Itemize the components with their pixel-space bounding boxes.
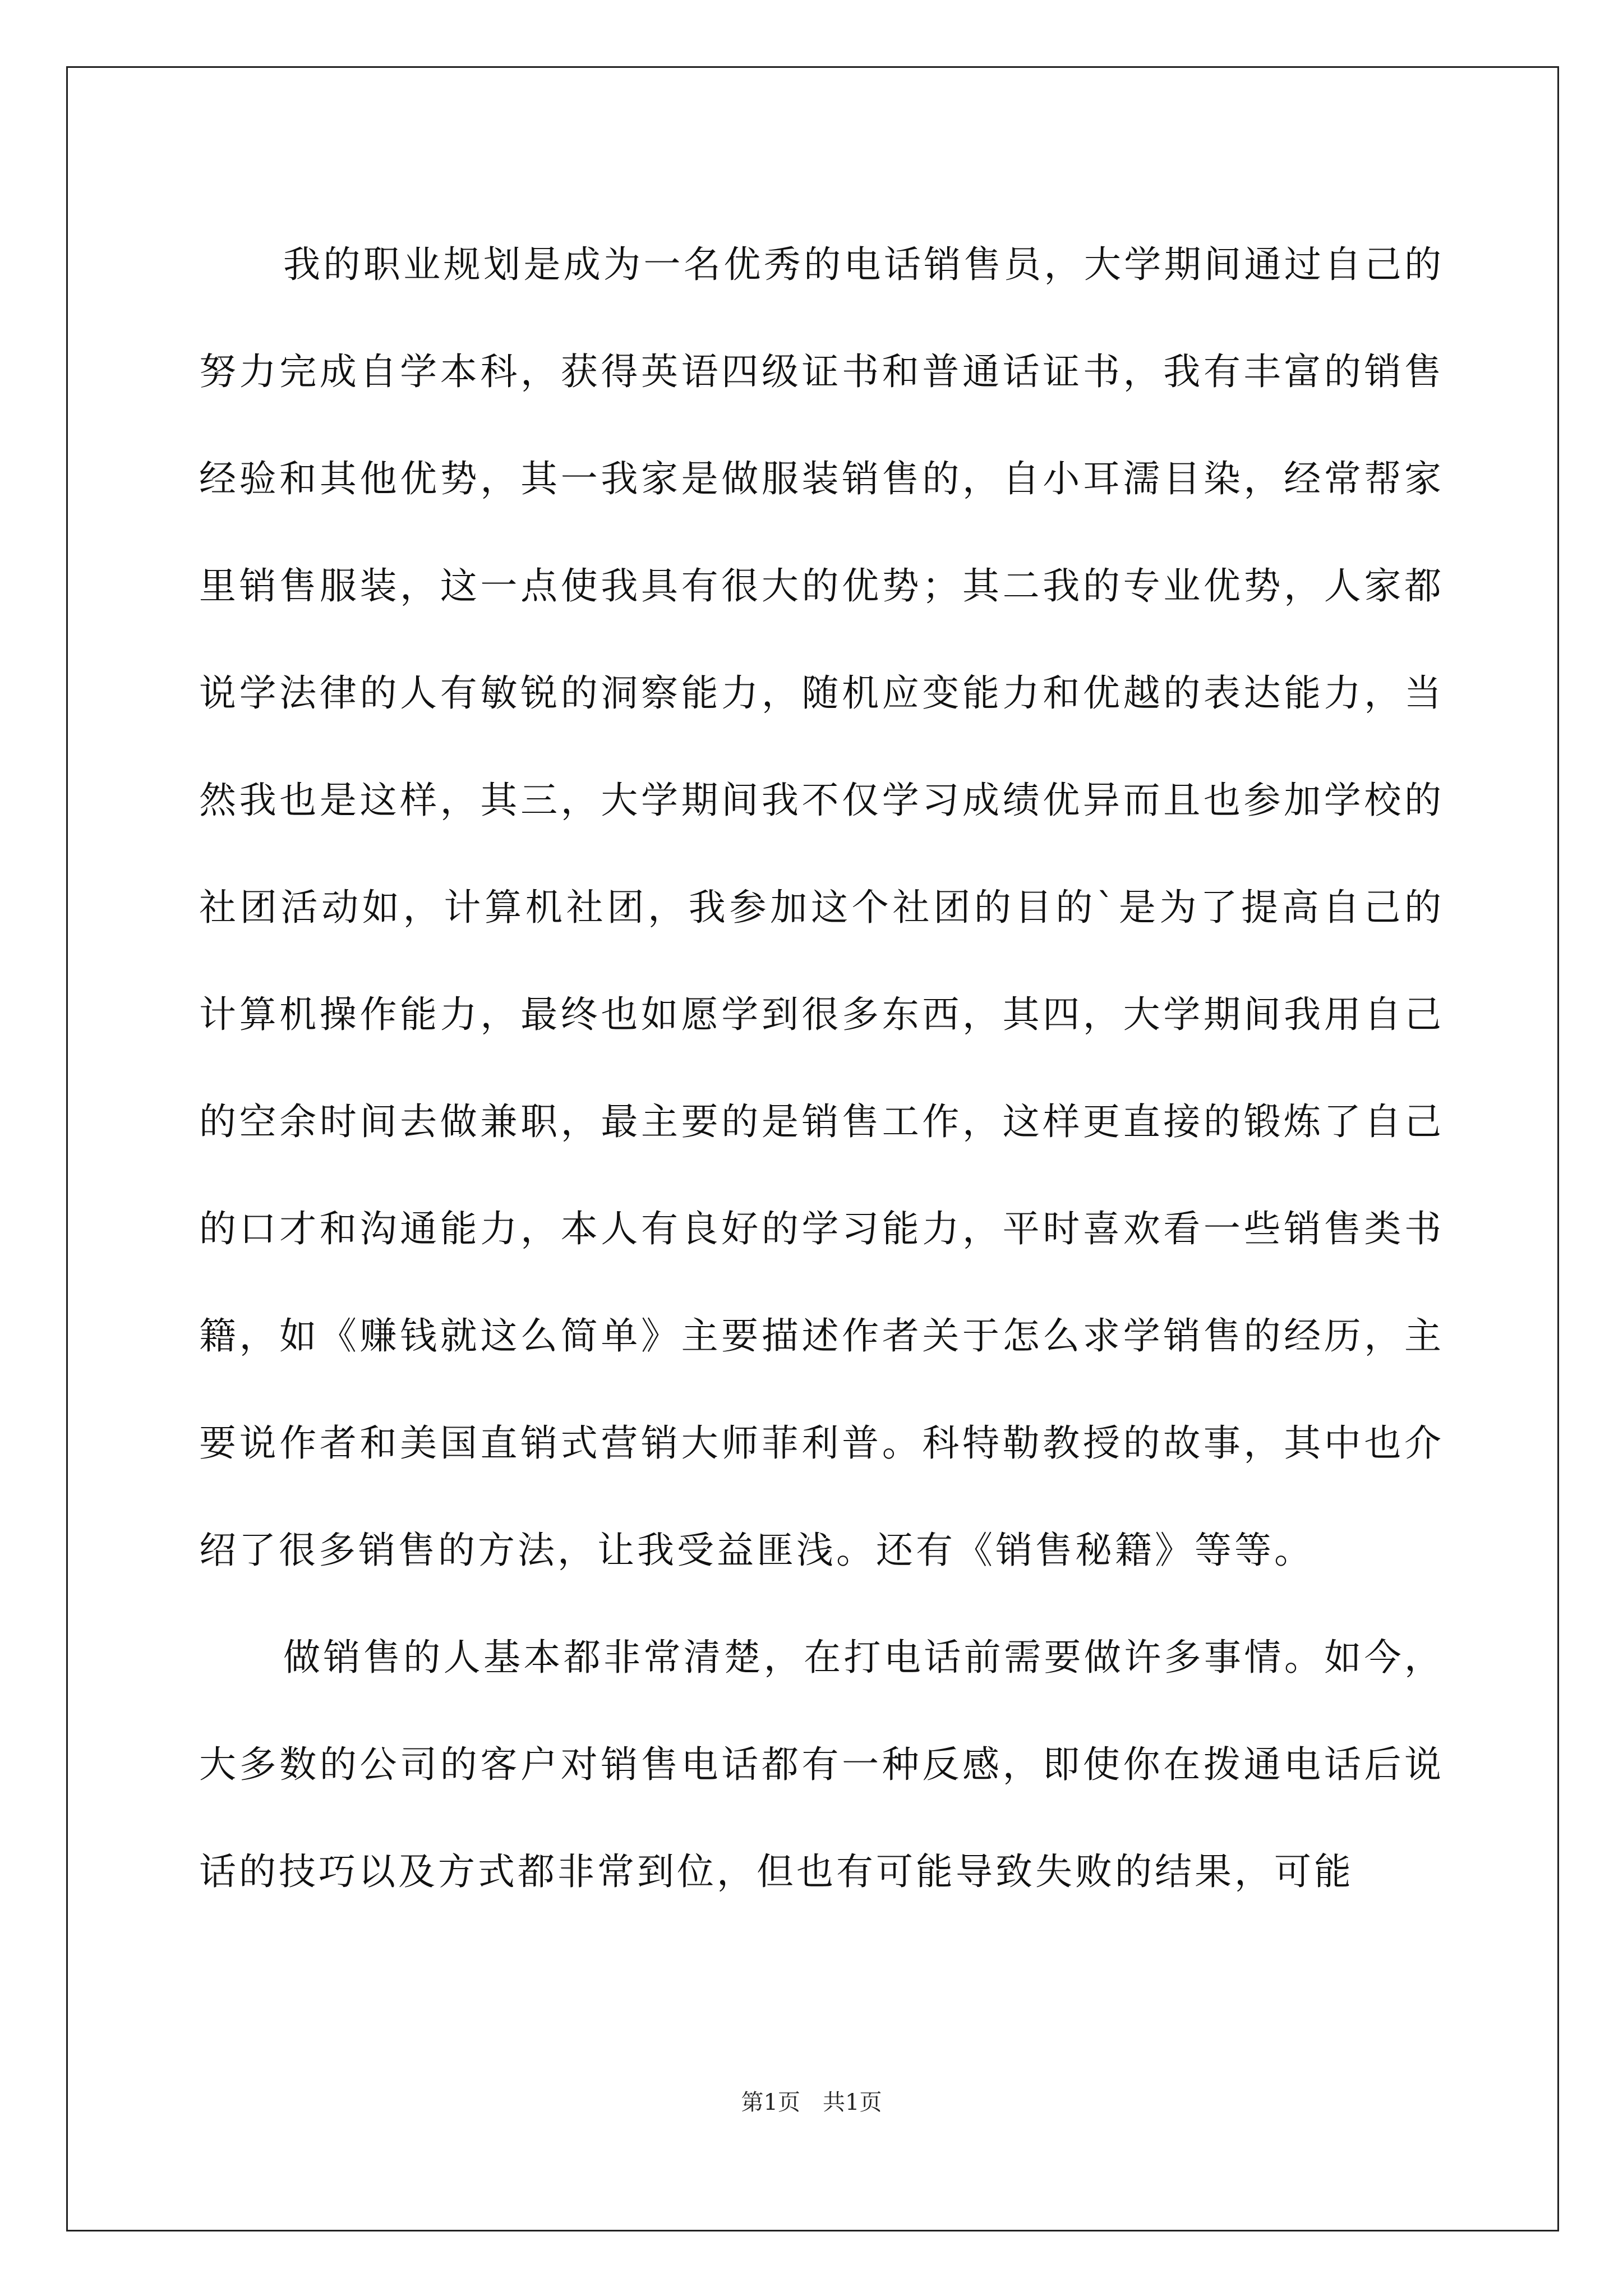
page-footer: 第1页 共1页 (741, 2090, 882, 2115)
document-body (199, 211, 1444, 1925)
paragraph-1: 我的职业规划是成为一名优秀的电话销售员，大学期间通过自己的努力完成自学本科，获得英语四级证书和普通话证书，我有丰富的销售经验和其他优势，其一我家是做服装销售的，自小耳濡目染，经常帮家里销售服装，这一点使我具有很大的优势；其二我的专业优势，人家都说学法律的人有敏锐的洞察能力，随机应变能力和优越的表达能力，当然我也是这样，其三，大学期间我不仅学习成绩优异而且也参加学校的社团活动如，计算机社团，我参加这个社团的目的`是为了提高自己的计算机操作能力，最终也如愿学到很多东西，其四，大学期间我用自己的空余时间去做兼职，最主要的是销售工作，这样更直接的锻炼了自己的口才和沟通能力，本人有良好的学习能力，平时喜欢看一些销售类书籍，如《赚钱就这么简单》主要描述作者关于怎么求学销售的经历，主要说作者和美国直销式营销大师菲利普。科特勒教授的故事，其中也介绍了很多销售的方法，让我受益匪浅。还有《销售秘籍》等等。 (199, 243, 1444, 1572)
paragraph-2: 做销售的人基本都非常清楚，在打电话前需要做许多事情。如今，大多数的公司的客户对销售电话都有一种反感，即使你在拨通电话后说话的技巧以及方式都非常到位，但也有可能导致失败的结果，可能 (199, 1636, 1444, 1893)
